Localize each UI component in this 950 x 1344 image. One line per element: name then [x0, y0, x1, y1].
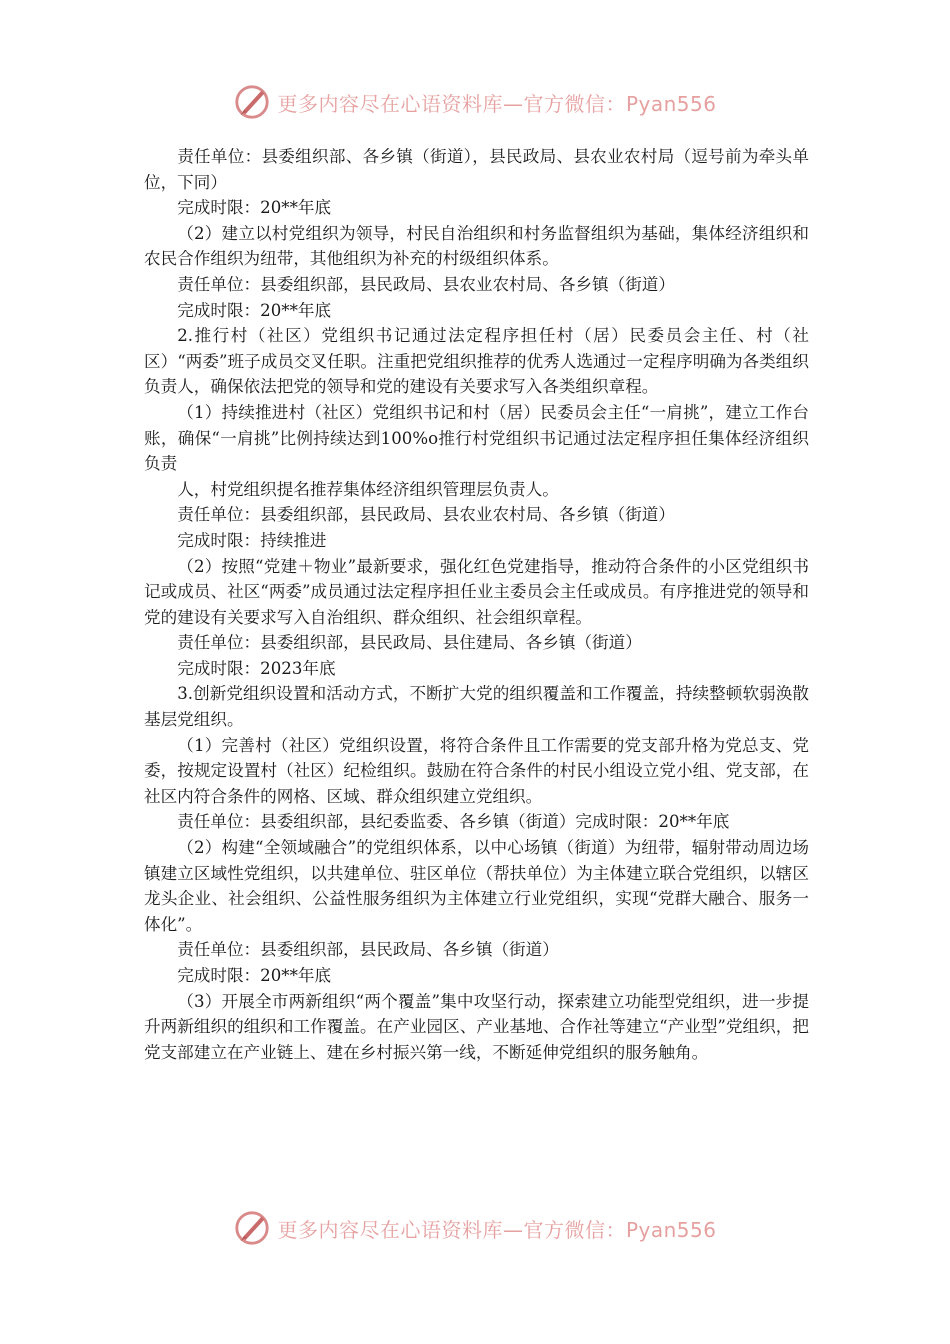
- paragraph: 责任单位：县委组织部、各乡镇（街道），县民政局、县农业农村局（逗号前为牵头单位，下同）: [144, 147, 809, 192]
- paragraph: （2）按照“党建＋物业”最新要求，强化红色党建指导，推动符合条件的小区党组织书记或成员、社区“两委”成员通过法定程序担任业主委员会主任或成员。有序推进党的领导和党的建设有关要求写入自治组织、群众组织、社会组织章程。: [144, 556, 809, 627]
- banner-text: 更多内容尽在心语资料库—官方微信：Pyan556: [277, 1217, 717, 1242]
- paragraph: 责任单位：县委组织部，县民政局、县农业农村局、各乡镇（街道）: [177, 274, 675, 294]
- paragraph: （3）开展全市两新组织“两个覆盖”集中攻坚行动，探索建立功能型党组织，进一步提升两新组织的组织和工作覆盖。在产业园区、产业基地、合作社等建立“产业型”党组织，把党支部建立在产业链上、建在乡村振兴第一线，不断延伸党组织的服务触角。: [144, 991, 809, 1062]
- paragraph: 完成时限：20**年底: [177, 966, 332, 985]
- paragraph: （2）建立以村党组织为领导，村民自治组织和村务监督组织为基础，集体经济组织和农民合作组织为纽带，其他组织为补充的村级组织体系。: [144, 223, 809, 269]
- document-body: [144, 144, 809, 1065]
- paragraph: （1）完善村（社区）党组织设置，将符合条件且工作需要的党支部升格为党总支、党委，按规定设置村（社区）纪检组织。鼓励在符合条件的村民小组设立党小组、党支部，在社区内符合条件的网格、区域、群众组织建立党组织。: [144, 735, 809, 806]
- paragraph: 完成时限：20**年底: [177, 300, 332, 320]
- paragraph: 责任单位：县委组织部，县民政局、各乡镇（街道）: [177, 940, 559, 960]
- paragraph: （1）持续推进村（社区）党组织书记和村（居）民委员会主任“一肩挑”，建立工作台账，确保“一肩挑”比例持续达到100%o推行村党组织书记通过法定程序担任集体经济组织负责: [144, 402, 809, 474]
- paragraph: 完成时限：2023年底: [177, 658, 336, 678]
- paragraph: （2）构建“全领域融合”的党组织体系，以中心场镇（街道）为纽带，辐射带动周边场镇建立区域性党组织，以共建单位、驻区单位（帮扶单位）为主体建立联合党组织，以辖区龙头企业、社会组织、公益性服务组织为主体建立行业党组织，实现“党群大融合、服务一体化”。: [144, 838, 809, 934]
- logo-icon: [233, 83, 271, 121]
- paragraph: 责任单位：县委组织部，县民政局、县住建局、各乡镇（街道）: [177, 633, 642, 653]
- paragraph: 人，村党组织提名推荐集体经济组织管理层负责人。: [177, 479, 559, 499]
- logo-icon: [233, 1209, 271, 1247]
- header-banner: [0, 82, 950, 122]
- paragraph: 责任单位：县委组织部，县纪委监委、各乡镇（街道）完成时限：20**年底: [177, 812, 730, 832]
- paragraph: 责任单位：县委组织部，县民政局、县农业农村局、各乡镇（街道）: [177, 505, 675, 525]
- paragraph: 完成时限：持续推进: [177, 530, 327, 550]
- paragraph: 3.创新党组织设置和活动方式，不断扩大党的组织覆盖和工作覆盖，持续整顿软弱涣散基层党组织。: [144, 684, 809, 730]
- banner-text: 更多内容尽在心语资料库—官方微信：Pyan556: [277, 91, 717, 116]
- paragraph: 2.推行村（社区）党组织书记通过法定程序担任村（居）民委员会主任、村（社区）“两委”班子成员交叉任职。注重把党组织推荐的优秀人选通过一定程序明确为各类组织负责人，确保依法把党的领导和党的建设有关要求写入各类组织章程。: [144, 326, 809, 397]
- paragraph: 完成时限：20**年底: [177, 198, 332, 218]
- footer-banner: [0, 1208, 950, 1248]
